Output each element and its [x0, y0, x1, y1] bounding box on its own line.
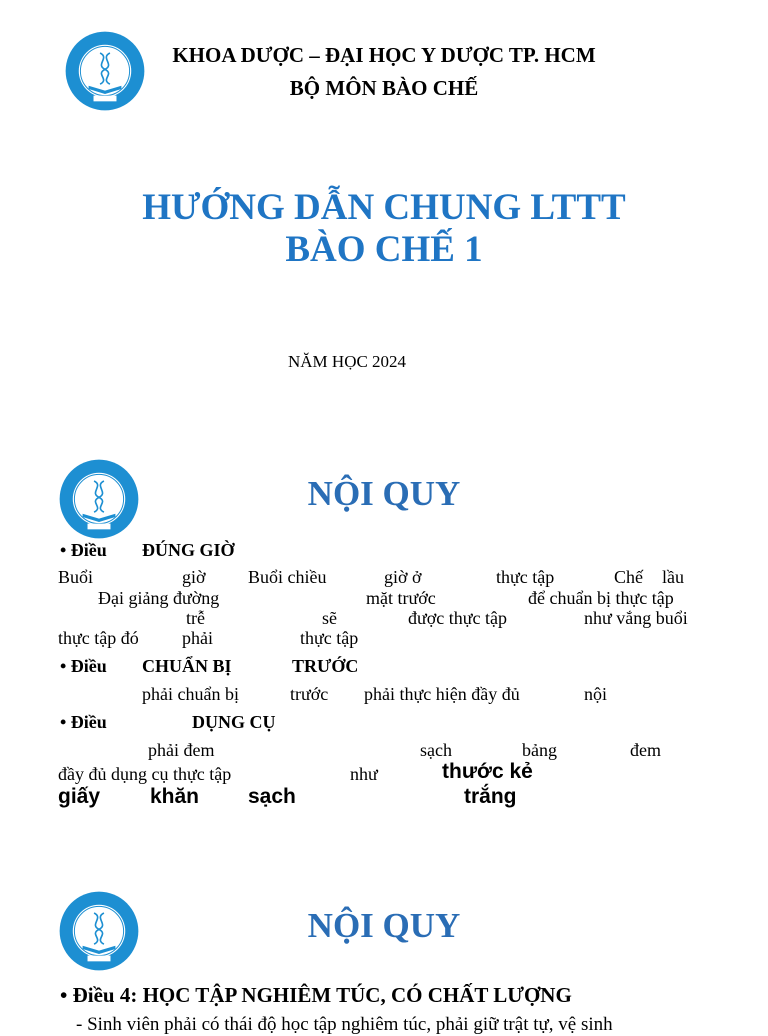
rule-1-text: trễ	[186, 608, 205, 628]
rule-3-text-bold: khăn	[150, 785, 200, 808]
page-title-line-2: BÀO CHẾ 1	[285, 229, 483, 270]
rule-3-text-bold: thước kẻ	[442, 760, 533, 783]
faculty-name: KHOA DƯỢC – ĐẠI HỌC Y DƯỢC TP. HCM	[172, 43, 596, 67]
academic-year: NĂM HỌC 2024	[288, 352, 407, 371]
rule-4-title: : HỌC TẬP NGHIÊM TÚC, CÓ CHẤT LƯỢNG	[130, 983, 572, 1007]
section-heading: NỘI QUY	[307, 906, 461, 945]
rule-2-text: phải chuẩn bị	[142, 684, 239, 704]
page-title-line-1: HƯỚNG DẪN CHUNG LTTT	[142, 187, 626, 228]
rule-3-text: đầy đủ dụng cụ thực tập	[58, 764, 232, 784]
rule-1-text: thực tập	[496, 567, 555, 587]
rule-2-text: phải thực hiện đầy đủ	[364, 684, 520, 704]
rule-3-text: đem	[630, 740, 661, 760]
rule-3-text: như	[350, 764, 378, 784]
rule-2-title: CHUẨN BỊ	[142, 656, 232, 676]
section-heading: NỘI QUY	[307, 474, 461, 513]
rule-1-label: • Điều	[60, 540, 107, 560]
rule-1-title: ĐÚNG GIỜ	[142, 540, 235, 560]
rule-1-text: lầu	[662, 567, 684, 587]
department-name: BỘ MÔN BÀO CHẾ	[289, 76, 479, 100]
rule-1-text: sẽ	[322, 608, 337, 628]
rule-1-text: như vắng buổi	[584, 608, 688, 628]
rule-1-text: thực tập đó	[58, 628, 139, 648]
rule-4-label: • Điều 4	[60, 983, 131, 1007]
rule-1-text: để chuẩn bị thực tập	[528, 588, 674, 608]
rule-2-label: • Điều	[60, 656, 107, 676]
rule-3-text: sạch	[420, 740, 452, 760]
rule-3-text: bảng	[522, 740, 557, 760]
rule-4-heading	[60, 983, 572, 1008]
rule-1-text: thực tập	[300, 628, 359, 648]
rule-1-text: Buổi	[58, 567, 94, 587]
rule-1-text: giờ ở	[384, 567, 422, 587]
rule-3-text-bold: trắng	[464, 785, 517, 808]
rule-3-label: • Điều	[60, 712, 107, 732]
rule-3-text-bold: giấy	[58, 785, 101, 808]
rule-1-text: giờ	[182, 567, 206, 587]
rule-2-title: TRƯỚC	[292, 656, 359, 676]
rule-1-text: được thực tập	[408, 608, 507, 628]
rule-1-text: phải	[182, 628, 213, 648]
rule-1-text: mặt trước	[366, 588, 436, 608]
rule-4-text: - Sinh viên phải có thái độ học tập nghiêm túc, phải giữ trật tự, vệ sinh	[76, 1014, 613, 1035]
rule-1-text: Buổi chiều	[248, 567, 327, 587]
rule-2-text: nội	[584, 684, 608, 704]
rule-3-text-bold: sạch	[248, 785, 296, 808]
rule-3-title: DỤNG CỤ	[192, 712, 276, 732]
rule-2-text: trước	[290, 684, 329, 704]
rule-3-text: phải đem	[148, 740, 215, 760]
rule-1-text: Chế	[614, 567, 643, 587]
rule-1-text: Đại giảng đường	[98, 588, 220, 608]
